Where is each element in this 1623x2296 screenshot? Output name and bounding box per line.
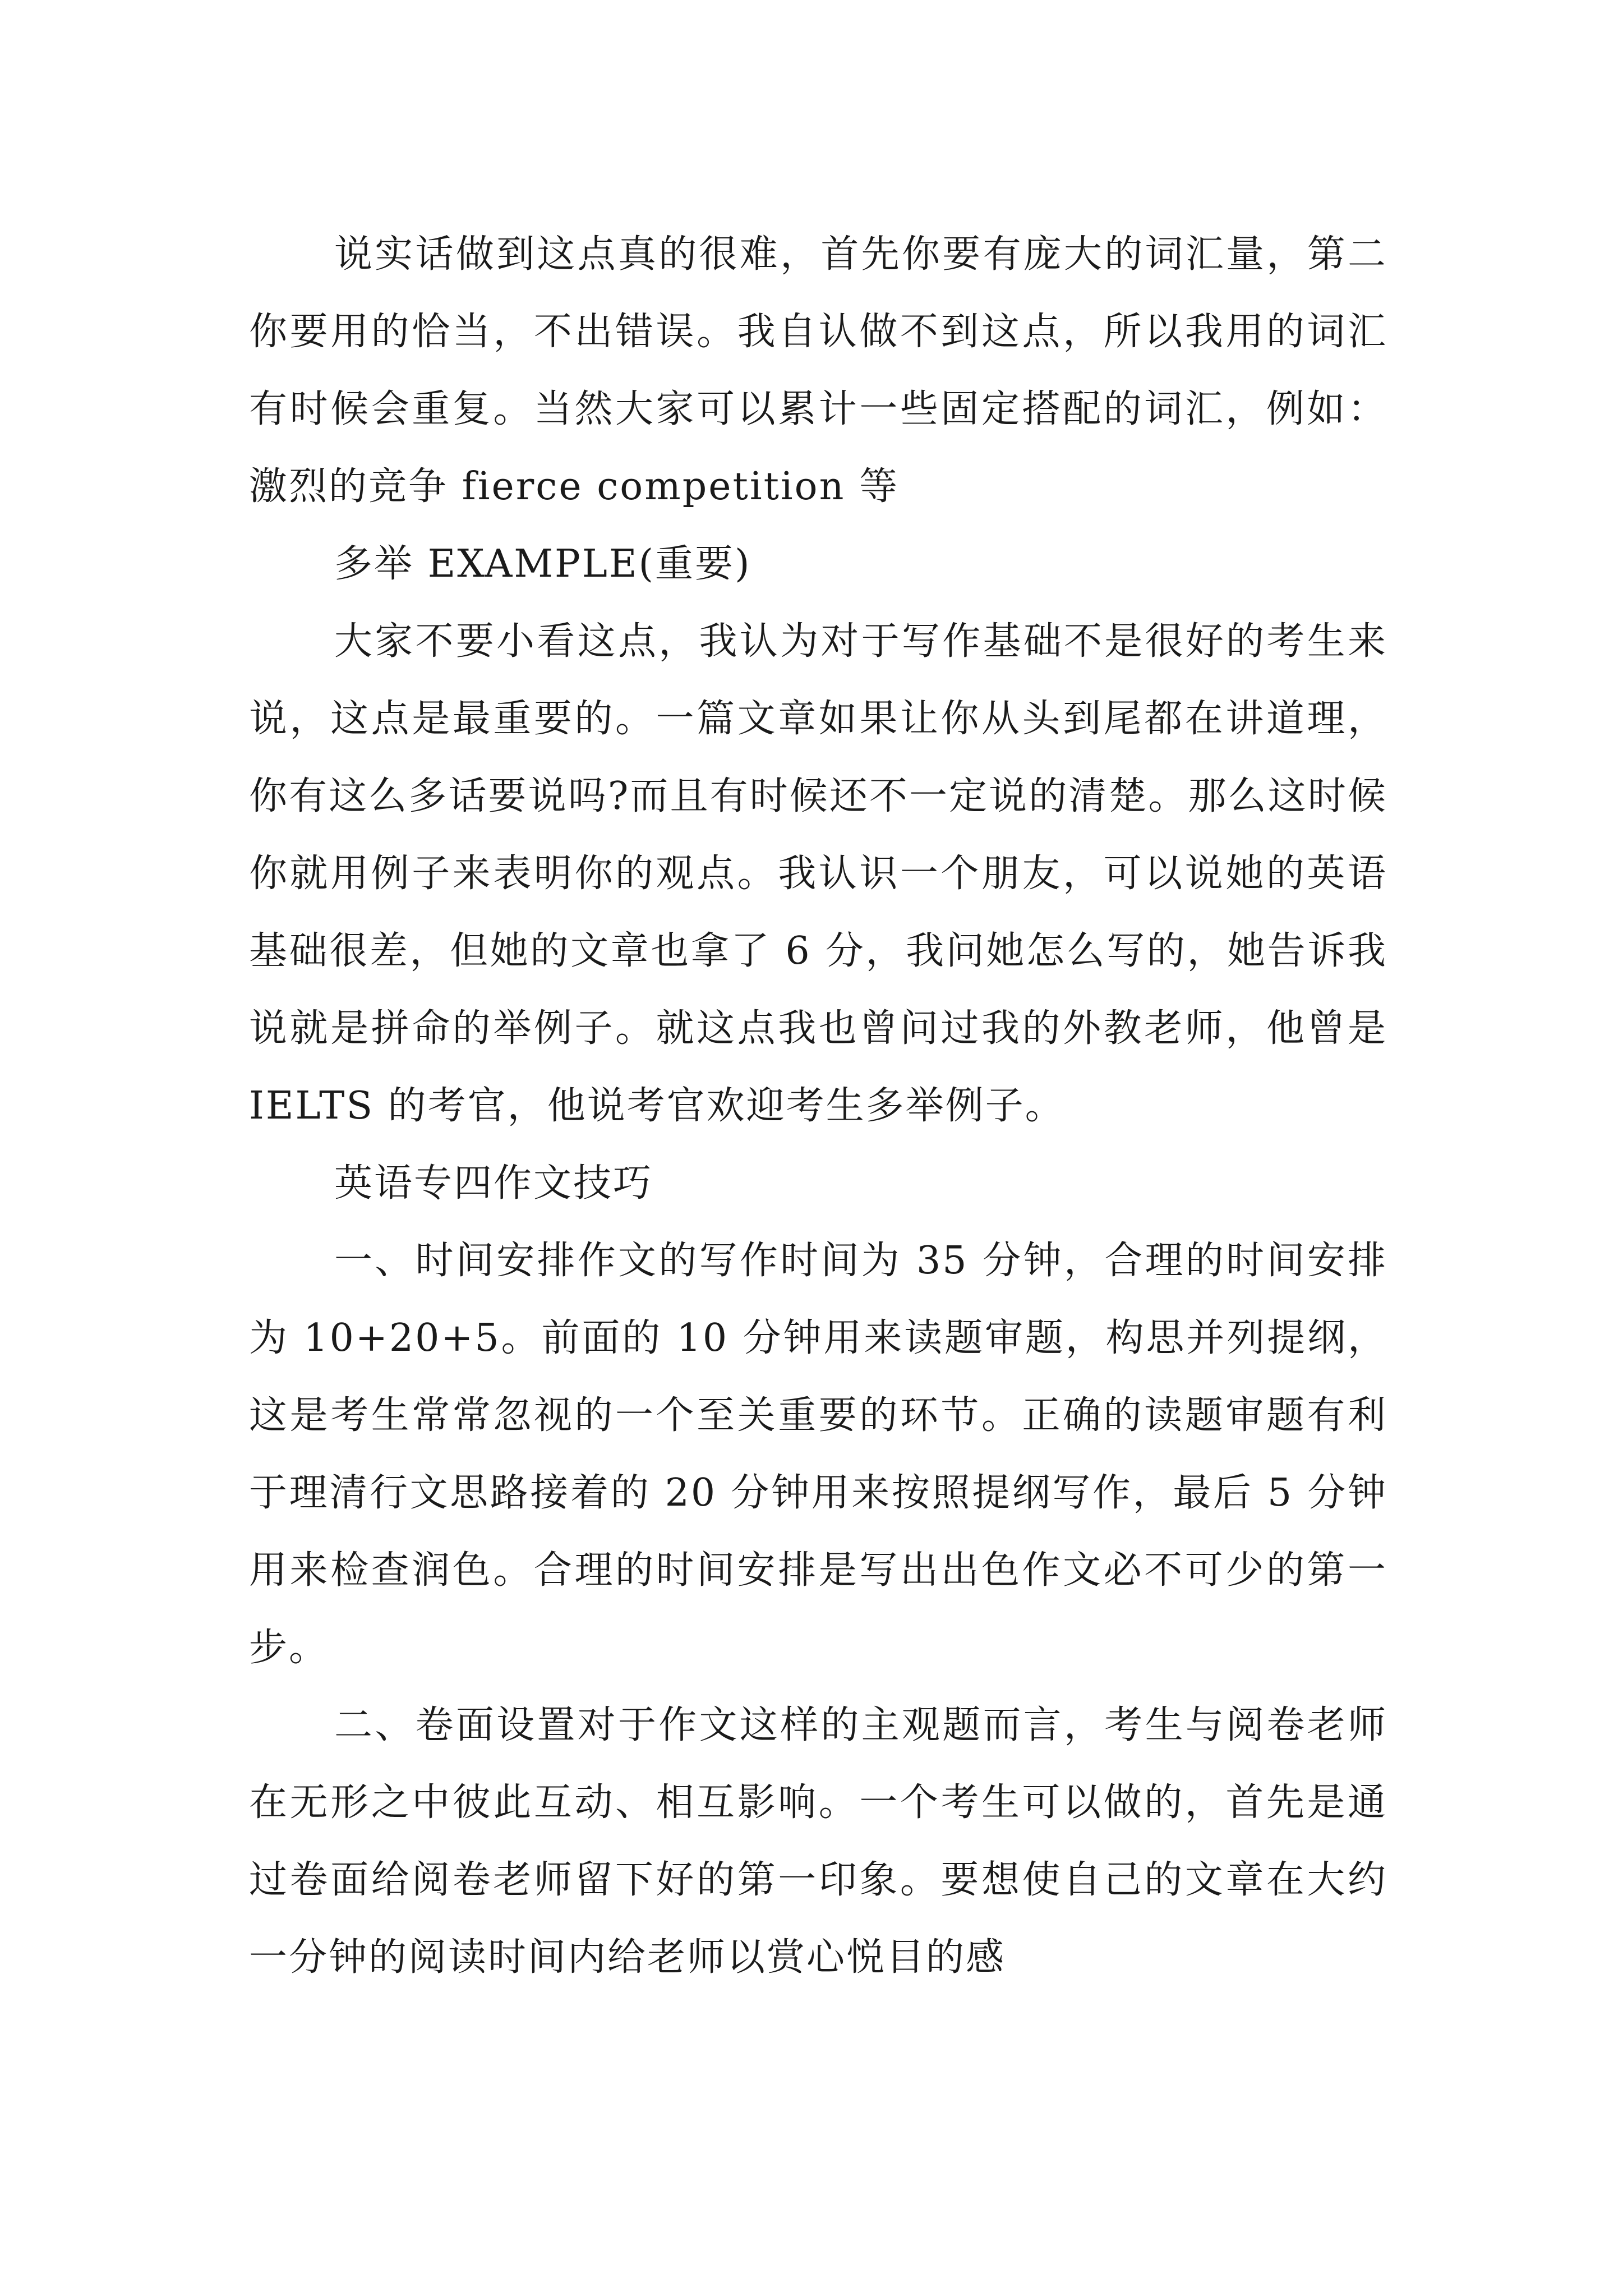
paragraph-layout: 二、卷面设置对于作文这样的主观题而言，考生与阅卷老师在无形之中彼此互动、相互影响。一个考生可以做的，首先是通过卷面给阅卷老师留下好的第一印象。要想使自己的文章在大约一分钟的阅读时间内给老师以赏心悦目的感 bbox=[249, 1703, 1387, 1980]
document-body bbox=[249, 216, 1387, 1996]
paragraph-examples: 大家不要小看这点，我认为对于写作基础不是很好的考生来说，这点是最重要的。一篇文章如果让你从头到尾都在讲道理，你有这么多话要说吗?而且有时候还不一定说的清楚。那么这时候你就用例子来表明你的观点。我认识一个朋友，可以说她的英语基础很差，但她的文章也拿了 6 分，我问她怎么写的，她告诉我说就是拼命的举例子。就这点我也曾问过我的外教老师，他曾是 IELTS 的考官，他说考官欢迎考生多举例子。 bbox=[249, 619, 1387, 1128]
paragraph-vocabulary: 说实话做到这点真的很难，首先你要有庞大的词汇量，第二你要用的恰当，不出错误。我自认做不到这点，所以我用的词汇有时候会重复。当然大家可以累计一些固定搭配的词汇，例如：激烈的竞争 fierce competition 等 bbox=[249, 232, 1387, 509]
paragraph-time-arrangement: 一、时间安排作文的写作时间为 35 分钟，合理的时间安排为 10+20+5。前面的 10 分钟用来读题审题，构思并列提纲，这是考生常常忽视的一个至关重要的环节。正确的读题审题有利于理清行文思路接着的 20 分钟用来按照提纲写作，最后 5 分钟用来检查润色。合理的时间安排是写出出色作文必不可少的第一步。 bbox=[249, 1239, 1387, 1670]
heading-essay-tips: 英语专四作文技巧 bbox=[334, 1161, 653, 1205]
heading-example: 多举 EXAMPLE(重要) bbox=[334, 542, 751, 586]
